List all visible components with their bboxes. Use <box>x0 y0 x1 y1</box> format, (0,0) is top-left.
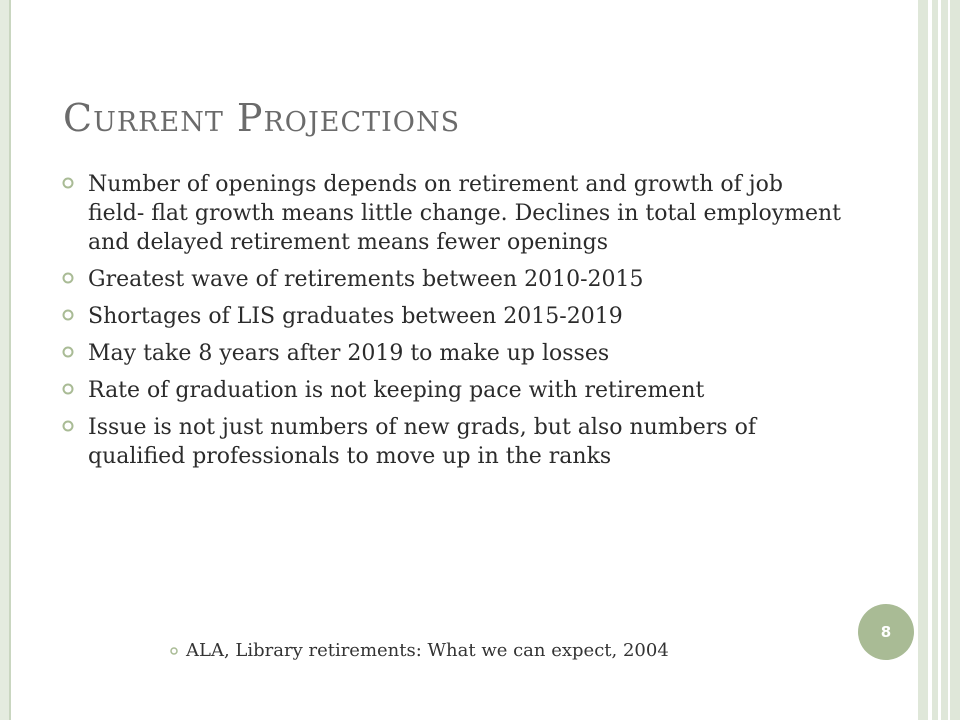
slide-title: Current Projections <box>63 96 461 140</box>
source-text: ALA, Library retirements: What we can expect, 2004 <box>186 640 669 661</box>
bullet-icon <box>62 177 74 189</box>
bullet-text: Shortages of LIS graduates between 2015-2019 <box>88 304 623 329</box>
bullet-list <box>62 170 842 479</box>
bullet-text: Greatest wave of retirements between 2010-2015 <box>88 267 644 292</box>
bullet-icon <box>62 383 74 395</box>
bullet-item <box>62 413 842 471</box>
bullet-icon <box>62 272 74 284</box>
bullet-item <box>62 302 842 331</box>
bullet-icon <box>62 309 74 321</box>
bullet-text: Number of openings depends on retirement and growth of job field- flat growth means little change. Declines in total employment and delayed retirement means fewer openings <box>88 172 842 255</box>
bullet-text: Issue is not just numbers of new grads, but also numbers of qualified professionals to move up in the ranks <box>88 415 756 469</box>
bullet-item <box>62 376 842 405</box>
bullet-item <box>62 265 842 294</box>
sub-bullet-icon <box>170 647 178 655</box>
source-citation <box>170 640 669 661</box>
slide-number-badge: 8 <box>858 604 914 660</box>
right-border-frame <box>918 0 960 720</box>
bullet-icon <box>62 420 74 432</box>
bullet-item <box>62 339 842 368</box>
bullet-text: May take 8 years after 2019 to make up losses <box>88 341 610 366</box>
bullet-text: Rate of graduation is not keeping pace with retirement <box>88 378 705 403</box>
left-border-frame <box>0 0 11 720</box>
bullet-icon <box>62 346 74 358</box>
bullet-item <box>62 170 842 257</box>
